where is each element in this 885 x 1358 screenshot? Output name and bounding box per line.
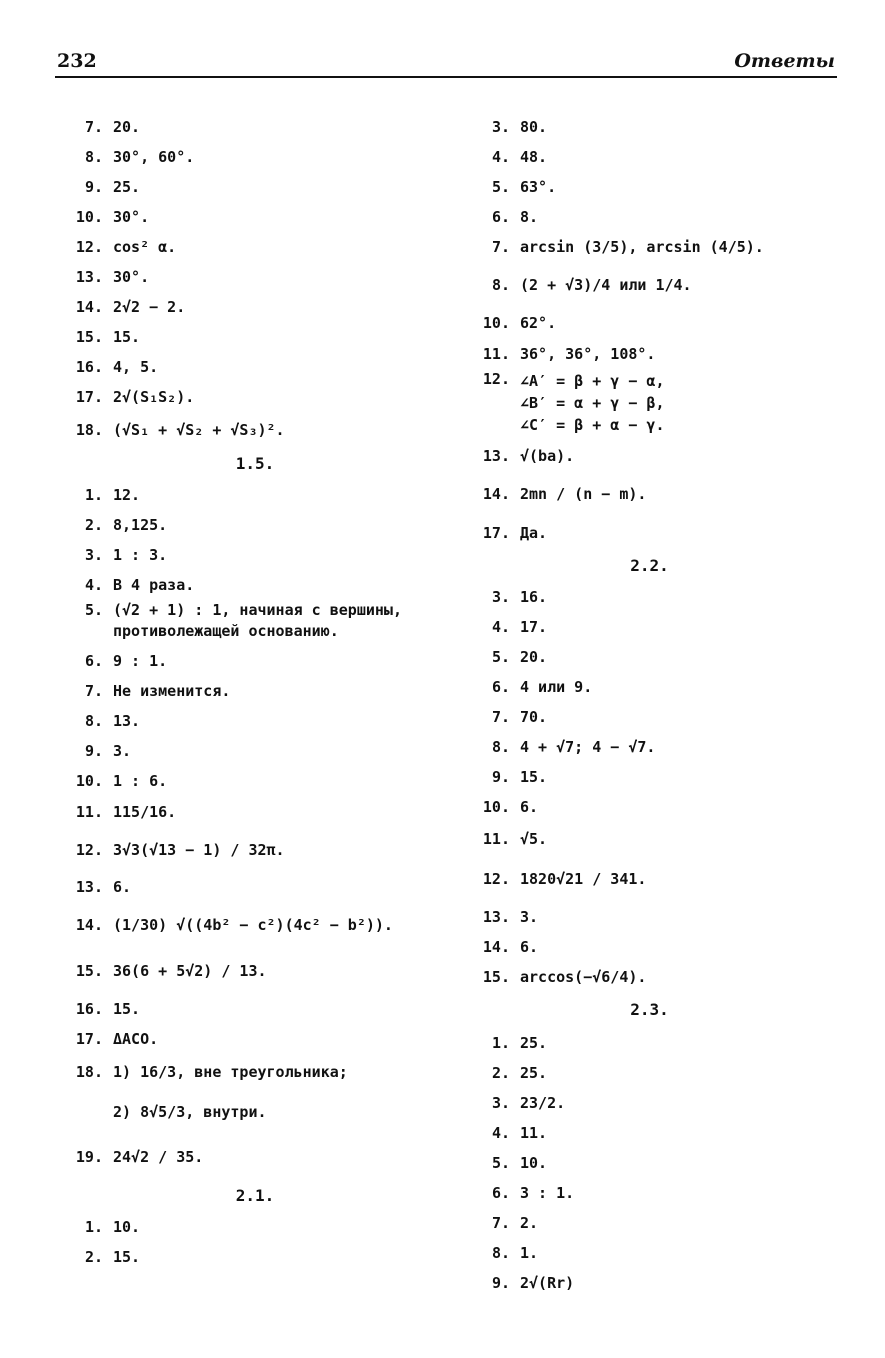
answer-item: [462, 642, 837, 672]
answer-number: 14.: [75, 298, 103, 316]
answer-item: [462, 856, 837, 902]
answer-text: 70.: [520, 708, 548, 726]
answer-number: 12.: [482, 370, 510, 388]
answer-number: 3.: [491, 118, 510, 136]
answer-item: [462, 612, 837, 642]
answer-number: 9.: [491, 1274, 510, 1292]
answer-item: [462, 962, 837, 992]
answer-text: 4, 5.: [113, 358, 159, 376]
answer-number: 6.: [491, 678, 510, 696]
answer-number: 7.: [491, 1214, 510, 1232]
answer-text: 1 : 3.: [113, 546, 168, 564]
answer-item: [462, 932, 837, 962]
answer-number: 18.: [75, 1063, 103, 1081]
answer-text: arccos(−√6/4).: [520, 968, 647, 986]
answer-number: 17.: [482, 524, 510, 542]
answer-item: [462, 1268, 837, 1298]
answer-text: (√S₁ + √S₂ + √S₃)².: [113, 421, 285, 439]
answer-text: 15.: [113, 328, 141, 346]
answer-item: [55, 352, 455, 382]
answer-number: 8.: [491, 1244, 510, 1262]
answer-text: 6.: [520, 798, 539, 816]
answer-text: 10.: [520, 1154, 548, 1172]
answer-number: 4.: [491, 618, 510, 636]
answer-number: 5.: [491, 648, 510, 666]
answer-number: 4.: [491, 148, 510, 166]
answer-text: 4 + √7; 4 − √7.: [520, 738, 656, 756]
answer-number: 8.: [491, 738, 510, 756]
answer-text: (1/30) √((4b² − c²)(4c² − b²)).: [113, 916, 393, 934]
answer-text: 36°, 36°, 108°.: [520, 345, 656, 363]
answer-line: ∠B′ = α + γ − β,: [520, 394, 665, 412]
answer-number: 19.: [75, 1148, 103, 1166]
answer-number: 7.: [84, 118, 103, 136]
answer-item: [462, 232, 837, 262]
answer-item: [462, 516, 837, 550]
answer-number: 10.: [482, 798, 510, 816]
answer-number: 12.: [75, 238, 103, 256]
answer-number: 9.: [84, 178, 103, 196]
answer-text: ΔACO.: [113, 1030, 159, 1048]
answer-item: [462, 308, 837, 338]
answer-text: 2.: [520, 1214, 539, 1232]
answer-item: [462, 1238, 837, 1268]
running-title: Ответы: [734, 50, 835, 72]
answer-text: 20.: [520, 648, 548, 666]
answer-text: cos² α.: [113, 238, 177, 256]
answer-number: 13.: [482, 447, 510, 465]
answer-line: ∠C′ = β + α − γ.: [520, 416, 665, 434]
answer-text: 15.: [520, 768, 548, 786]
answer-text: 6.: [113, 878, 132, 896]
answer-item: [55, 480, 455, 510]
answer-text: 23/2.: [520, 1094, 566, 1112]
answer-number: 9.: [84, 742, 103, 760]
answer-item: [55, 412, 455, 448]
answer-text: Не изменится.: [113, 682, 231, 700]
section-heading: 2.2.: [630, 556, 669, 575]
answer-item: [55, 1054, 455, 1090]
answer-item: [462, 732, 837, 762]
answer-number: 10.: [75, 772, 103, 790]
answer-number: 11.: [482, 830, 510, 848]
answer-text: 11.: [520, 1124, 548, 1142]
answer-text: 25.: [520, 1034, 548, 1052]
answer-text: 6.: [520, 938, 539, 956]
answer-text: 10.: [113, 1218, 141, 1236]
answer-text: 2√(Rr): [520, 1274, 575, 1292]
answer-item: [55, 172, 455, 202]
answer-number: 8.: [84, 712, 103, 730]
answer-number: 11.: [75, 803, 103, 821]
answer-text: 20.: [113, 118, 141, 136]
answer-number: 14.: [482, 485, 510, 503]
answer-item: [55, 322, 455, 352]
answer-text: [520, 370, 837, 436]
section-heading: 2.1.: [235, 1186, 275, 1205]
answer-item: [462, 792, 837, 822]
answer-item: [55, 1212, 455, 1242]
answer-number: 10.: [482, 314, 510, 332]
answer-item: [55, 872, 455, 902]
answer-item: [55, 902, 455, 948]
answer-text: 13.: [113, 712, 141, 730]
answer-text: 25.: [520, 1064, 548, 1082]
answer-item: [55, 510, 455, 540]
answer-item: [55, 142, 455, 172]
answer-text: 2√2 − 2.: [113, 298, 186, 316]
answer-line: ∠A′ = β + γ − α,: [520, 372, 665, 390]
answer-item: [55, 382, 455, 412]
answer-item: [462, 262, 837, 308]
section-heading: 2.3.: [630, 1000, 669, 1019]
answer-text: 80.: [520, 118, 548, 136]
answer-text: (2 + √3)/4 или 1/4.: [520, 276, 692, 294]
answer-item: [55, 202, 455, 232]
answer-number: 13.: [75, 268, 103, 286]
answer-number: 7.: [84, 682, 103, 700]
answer-item: [55, 994, 455, 1024]
answer-item: [462, 338, 837, 370]
answer-number: 13.: [482, 908, 510, 926]
answer-item: [55, 706, 455, 736]
answer-text: 115/16.: [113, 803, 177, 821]
answer-number: 7.: [491, 238, 510, 256]
answer-text: 17.: [520, 618, 548, 636]
answer-number: 3.: [491, 1094, 510, 1112]
answer-item: [55, 570, 455, 600]
answer-number: 1.: [491, 1034, 510, 1052]
answer-text: 4 или 9.: [520, 678, 593, 696]
answer-number: 8.: [84, 148, 103, 166]
answer-item: [462, 762, 837, 792]
answer-text: 1820√21 / 341.: [520, 870, 647, 888]
page-number: 232: [57, 50, 97, 72]
answer-item: [462, 1208, 837, 1238]
answer-text: 3.: [113, 742, 132, 760]
answer-text: 2√(S₁S₂).: [113, 388, 195, 406]
answer-number: 1.: [84, 486, 103, 504]
answer-number: 6.: [84, 652, 103, 670]
answer-number: 4.: [84, 576, 103, 594]
answer-item: [462, 440, 837, 472]
answer-text: 3.: [520, 908, 539, 926]
answer-number: 12.: [75, 841, 103, 859]
answer-number: 16.: [75, 1000, 103, 1018]
answer-text: 24√2 / 35.: [113, 1148, 204, 1166]
answer-text: 30°.: [113, 268, 150, 286]
answer-number: 5.: [84, 601, 103, 619]
answer-number: 17.: [75, 1030, 103, 1048]
answer-item: [462, 1118, 837, 1148]
answer-text: 30°.: [113, 208, 150, 226]
answer-item: [55, 736, 455, 766]
answer-item: [462, 202, 837, 232]
answer-text: 3 : 1.: [520, 1184, 575, 1202]
answer-item: [55, 766, 455, 796]
answer-number: 15.: [75, 328, 103, 346]
answer-text: 12.: [113, 486, 141, 504]
answer-item: [462, 370, 837, 440]
answer-item: [462, 1178, 837, 1208]
answer-text: 15.: [113, 1000, 141, 1018]
answer-text: arcsin (3/5), arcsin (4/5).: [520, 238, 764, 256]
answer-item: [55, 262, 455, 292]
left-column: [55, 112, 455, 1272]
answer-number: 3.: [84, 546, 103, 564]
answer-item: [462, 472, 837, 516]
answer-number: 3.: [491, 588, 510, 606]
answer-item: [55, 112, 455, 142]
answer-item: [55, 600, 455, 646]
answer-item: [462, 702, 837, 732]
answer-number: 6.: [491, 1184, 510, 1202]
answer-item: [55, 232, 455, 262]
answer-text: 8,125.: [113, 516, 168, 534]
answer-number: 14.: [482, 938, 510, 956]
answer-item: [55, 1134, 455, 1180]
answer-number: 5.: [491, 178, 510, 196]
answer-item: [462, 172, 837, 202]
answer-text: 2mn / (n − m).: [520, 485, 647, 503]
answer-number: 2.: [491, 1064, 510, 1082]
answer-text: 25.: [113, 178, 141, 196]
answer-number: 7.: [491, 708, 510, 726]
answer-number: 15.: [482, 968, 510, 986]
answer-text: (√2 + 1) : 1, начиная с вершины, противолежащей основанию.: [113, 601, 402, 640]
right-column: [462, 112, 837, 1298]
section-heading: 1.5.: [235, 454, 275, 473]
answer-item: [462, 1148, 837, 1178]
answer-number: 1.: [84, 1218, 103, 1236]
answer-text: В 4 раза.: [113, 576, 195, 594]
answer-item: [462, 1028, 837, 1058]
answer-number: 9.: [491, 768, 510, 786]
answer-text: 9 : 1.: [113, 652, 168, 670]
answer-item: [462, 902, 837, 932]
answer-text: 36(6 + 5√2) / 13.: [113, 962, 267, 980]
answer-number: 16.: [75, 358, 103, 376]
answer-text: 3√3(√13 − 1) / 32π.: [113, 841, 285, 859]
answer-text: 48.: [520, 148, 548, 166]
answer-item: [462, 142, 837, 172]
answer-text: 1.: [520, 1244, 539, 1262]
answer-text: 16.: [520, 588, 548, 606]
answer-text: 30°, 60°.: [113, 148, 195, 166]
answer-text: Да.: [520, 524, 548, 542]
answer-number: 2.: [84, 1248, 103, 1266]
answer-number: 8.: [491, 276, 510, 294]
answer-text: 63°.: [520, 178, 557, 196]
answer-item: [55, 540, 455, 570]
answer-item: [55, 1024, 455, 1054]
answer-item: [55, 646, 455, 676]
answer-text: 1) 16/3, вне треугольника;: [113, 1063, 348, 1081]
answer-item: [462, 1058, 837, 1088]
answer-number: 2.: [84, 516, 103, 534]
answer-text: 15.: [113, 1248, 141, 1266]
answer-item: [462, 582, 837, 612]
answer-text: 2) 8√5/3, внутри.: [113, 1103, 267, 1121]
answer-number: 15.: [75, 962, 103, 980]
answer-number: 6.: [491, 208, 510, 226]
answer-number: 18.: [75, 421, 103, 439]
answer-number: 5.: [491, 1154, 510, 1172]
page-header: [55, 50, 837, 78]
answer-item: [462, 822, 837, 856]
answer-number: 11.: [482, 345, 510, 363]
answer-item: [55, 292, 455, 322]
answer-text: 62°.: [520, 314, 557, 332]
answer-number: 10.: [75, 208, 103, 226]
answer-item: [55, 1090, 455, 1134]
answer-item: [55, 948, 455, 994]
answer-text: √5.: [520, 830, 548, 848]
answer-number: 17.: [75, 388, 103, 406]
answer-number: 14.: [75, 916, 103, 934]
answer-number: 12.: [482, 870, 510, 888]
answer-item: [462, 112, 837, 142]
answer-item: [462, 1088, 837, 1118]
answer-text: 8.: [520, 208, 539, 226]
answer-item: [462, 672, 837, 702]
answer-text: 1 : 6.: [113, 772, 168, 790]
answer-item: [55, 828, 455, 872]
answer-item: [55, 1242, 455, 1272]
answer-number: 4.: [491, 1124, 510, 1142]
answer-number: 13.: [75, 878, 103, 896]
answer-item: [55, 796, 455, 828]
answer-text: √(ba).: [520, 447, 575, 465]
answer-item: [55, 676, 455, 706]
